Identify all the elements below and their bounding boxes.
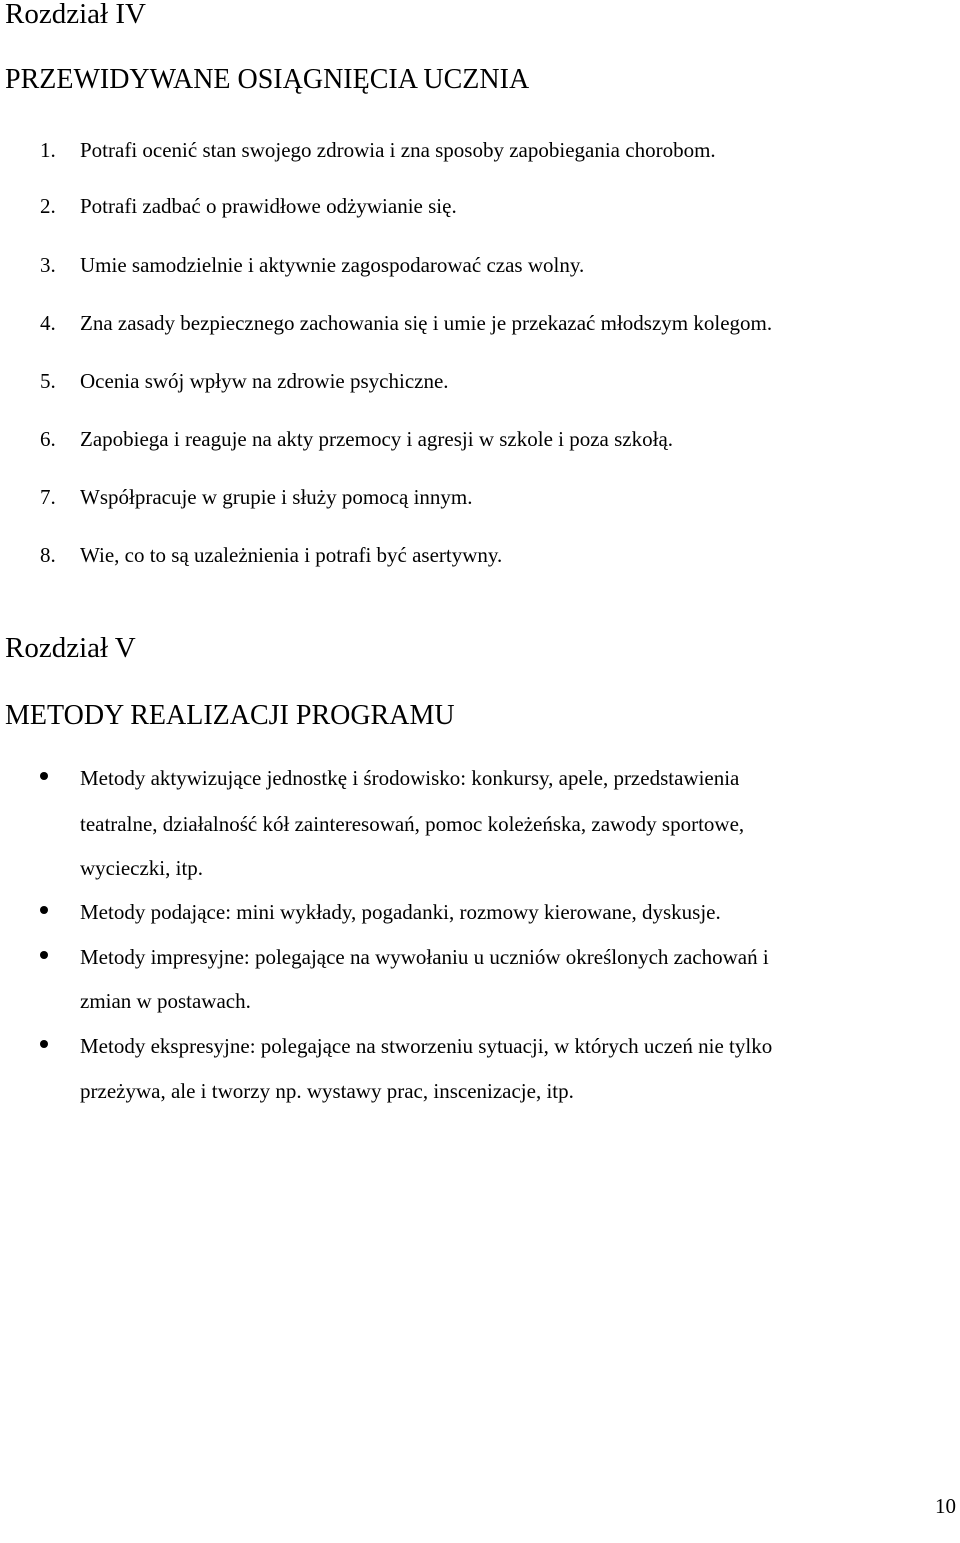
item-text: Zapobiega i reaguje na akty przemocy i agresji w szkole i poza szkołą. [80,427,674,451]
item-text: Współpracuje w grupie i służy pomocą innym. [80,485,473,509]
list-item-line: Metody podające: mini wykłady, pogadanki, rozmowy kierowane, dyskusje. [80,900,721,924]
item-text: Zna zasady bezpiecznego zachowania się i umie je przekazać młodszym kolegom. [80,311,773,335]
item-number: 7. [40,485,56,509]
item-text: Potrafi zadbać o prawidłowe odżywianie się. [80,194,457,218]
bullet-icon [40,951,48,959]
page-number: 10 [935,1494,956,1518]
list-item-line: Metody aktywizujące jednostkę i środowisko: konkursy, apele, przedstawienia [80,766,740,790]
chapter-4-label: Rozdział IV [5,0,146,30]
item-number: 8. [40,543,56,567]
item-number: 1. [40,138,56,162]
item-text: Potrafi ocenić stan swojego zdrowia i zna sposoby zapobiegania chorobom. [80,138,716,162]
list-item-line: Metody ekspresyjne: polegające na stworzeniu sytuacji, w których uczeń nie tylko [80,1034,773,1058]
list-item [0,194,960,222]
list-item-line: Metody impresyjne: polegające na wywołaniu u uczniów określonych zachowań i [80,945,769,969]
item-number: 5. [40,369,56,393]
bullet-icon [40,772,48,780]
chapter-5-label: Rozdział V [5,632,136,664]
item-text: Umie samodzielnie i aktywnie zagospodarować czas wolny. [80,253,585,277]
list-item-line: zmian w postawach. [80,989,251,1013]
list-item [0,253,960,281]
list-item-line: przeżywa, ale i tworzy np. wystawy prac, inscenizacje, itp. [80,1079,574,1103]
list-item [0,369,960,397]
chapter-4-title: PRZEWIDYWANE OSIĄGNIĘCIA UCZNIA [5,64,530,95]
list-item [0,543,960,571]
item-text: Ocenia swój wpływ na zdrowie psychiczne. [80,369,449,393]
list-item [0,427,960,455]
item-number: 6. [40,427,56,451]
item-number: 2. [40,194,56,218]
list-item-line: wycieczki, itp. [80,856,204,880]
list-item [0,311,960,339]
item-number: 3. [40,253,56,277]
list-item [0,138,960,166]
list-item [0,485,960,513]
bullet-icon [40,906,48,914]
item-number: 4. [40,311,56,335]
item-text: Wie, co to są uzależnienia i potrafi być asertywny. [80,543,503,567]
list-item-line: teatralne, działalność kół zainteresowań, pomoc koleżeńska, zawody sportowe, [80,812,745,836]
bullet-icon [40,1040,48,1048]
chapter-5-title: METODY REALIZACJI PROGRAMU [5,700,455,731]
